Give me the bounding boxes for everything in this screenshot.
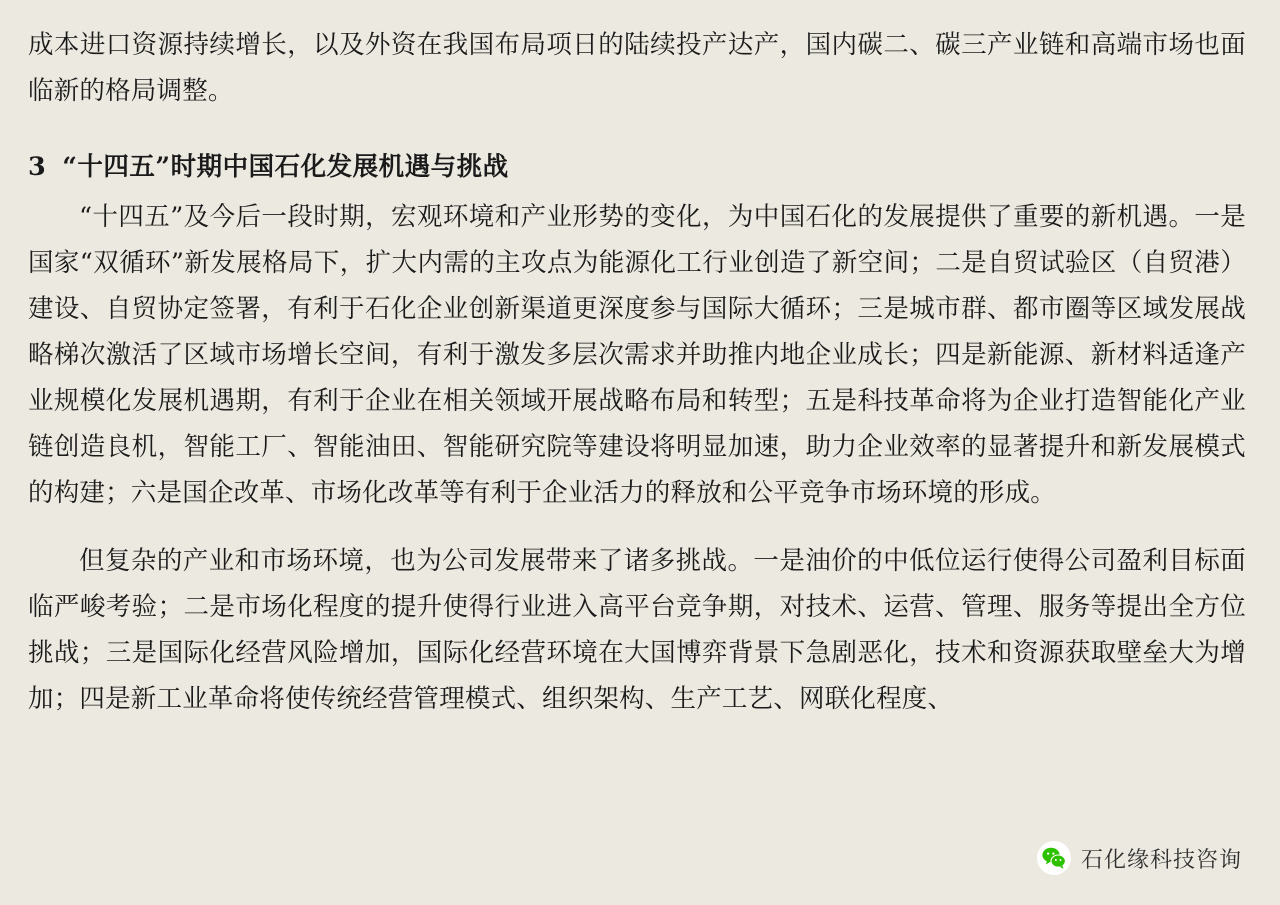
wechat-account-name: 石化缘科技咨询	[1080, 847, 1242, 873]
wechat-icon	[1037, 841, 1071, 875]
paragraph-spacer	[28, 516, 1246, 538]
opportunities-paragraph: “十四五”及今后一段时期，宏观环境和产业形势的变化，为中国石化的发展提供了重要的新机遇。一是国家“双循环”新发展格局下，扩大内需的主攻点为能源化工行业创造了新空间；二是自贸试验区（自贸港）建设、自贸协定签署，有利于石化企业创新渠道更深度参与国际大循环；三是城市群、都市圈等区域发展战略梯次激活了区域市场增长空间，有利于激发多层次需求并助推内地企业成长；四是新能源、新材料适逢产业规模化发展机遇期，有利于企业在相关领域开展战略布局和转型；五是科技革命将为企业打造智能化产业链创造良机，智能工厂、智能油田、智能研究院等建设将明显加速，助力企业效率的显著提升和新发展模式的构建；六是国企改革、市场化改革等有利于企业活力的释放和公平竞争市场环境的形成。	[28, 202, 1246, 508]
wechat-account-badge	[1037, 841, 1242, 875]
section-heading-title: “十四五”时期中国石化发展机遇与挑战	[62, 152, 509, 182]
section-heading-number: 3	[28, 152, 47, 182]
continued-paragraph: 成本进口资源持续增长，以及外资在我国布局项日的陆续投产达产，国内碳二、碳三产业链和高端市场也面临新的格局调整。	[28, 30, 1246, 106]
section-heading	[28, 144, 1246, 190]
challenges-paragraph: 但复杂的产业和市场环境，也为公司发展带来了诸多挑战。一是油价的中低位运行使得公司盈利目标面临严峻考验；二是市场化程度的提升使得行业进入高平台竞争期，对技术、运营、管理、服务等提出全方位挑战；三是国际化经营风险增加，国际化经营环境在大国博弈背景下急剧恶化，技术和资源获取壁垒大为增加；四是新工业革命将使传统经营管理模式、组织架构、生产工艺、网联化程度、	[28, 546, 1246, 714]
